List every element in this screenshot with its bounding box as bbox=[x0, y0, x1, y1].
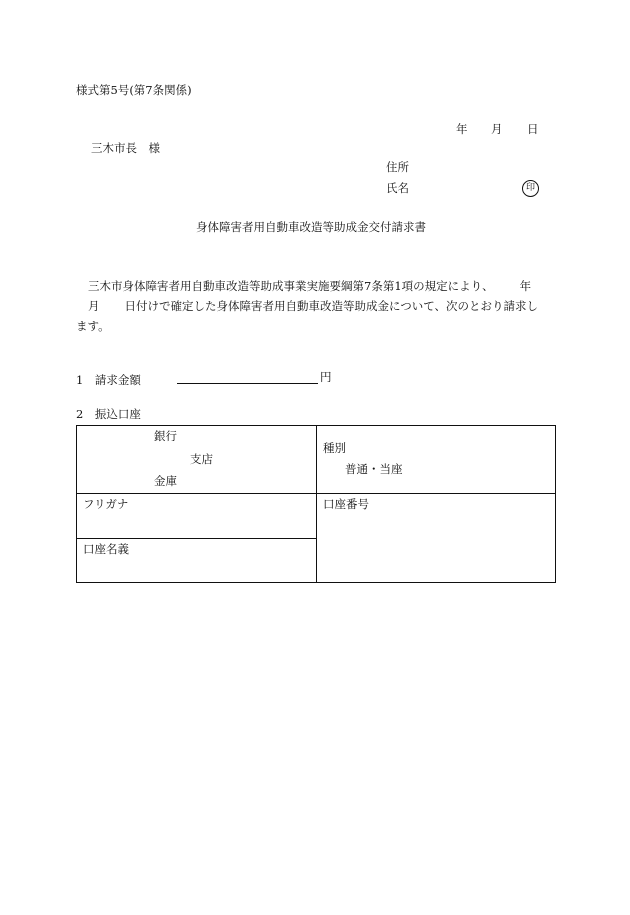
account-table bbox=[76, 425, 556, 583]
document-title: 身体障害者用自動車改造等助成金交付請求書 bbox=[196, 220, 426, 234]
body-line-3: ます。 bbox=[76, 319, 110, 333]
body-line-1-text: 三木市身体障害者用自動車改造等助成事業実施要綱第7条第1項の規定により、 bbox=[88, 279, 494, 293]
bank-label: 銀行 bbox=[154, 429, 177, 443]
address-label: 住所 bbox=[386, 160, 409, 174]
account-type-label: 種別 bbox=[323, 441, 346, 455]
branch-label: 支店 bbox=[190, 452, 213, 466]
body-line-1-year: 年 bbox=[519, 279, 532, 293]
account-name-label: 口座名義 bbox=[83, 542, 129, 556]
table-divider-row1 bbox=[77, 493, 556, 494]
body-paragraph bbox=[76, 276, 554, 336]
seal-icon: 印 bbox=[522, 180, 539, 197]
name-label: 氏名 bbox=[386, 181, 409, 195]
table-divider-row2 bbox=[77, 538, 317, 539]
kinko-label: 金庫 bbox=[154, 474, 177, 488]
account-heading: 2 振込口座 bbox=[76, 407, 141, 421]
account-number-label: 口座番号 bbox=[323, 497, 369, 511]
amount-label: 1 請求金額 bbox=[76, 373, 141, 387]
date-day-label: 日 bbox=[527, 122, 539, 136]
date-month-label: 月 bbox=[491, 122, 503, 136]
addressee: 三木市長 様 bbox=[91, 141, 160, 155]
form-number: 様式第5号(第7条関係) bbox=[76, 83, 192, 97]
amount-unit: 円 bbox=[320, 370, 332, 384]
amount-input-line[interactable] bbox=[177, 383, 318, 384]
account-type-options: 普通・当座 bbox=[345, 462, 403, 476]
furigana-label: フリガナ bbox=[83, 497, 129, 511]
body-line-2-text: 日付けで確定した身体障害者用自動車改造等助成金について、次のとおり請求し bbox=[124, 299, 539, 313]
table-divider-vertical bbox=[316, 426, 317, 583]
date-year-label: 年 bbox=[456, 122, 468, 136]
body-line-2 bbox=[76, 296, 554, 316]
body-line-1 bbox=[76, 276, 554, 296]
body-line-2-month: 月 bbox=[88, 299, 100, 313]
